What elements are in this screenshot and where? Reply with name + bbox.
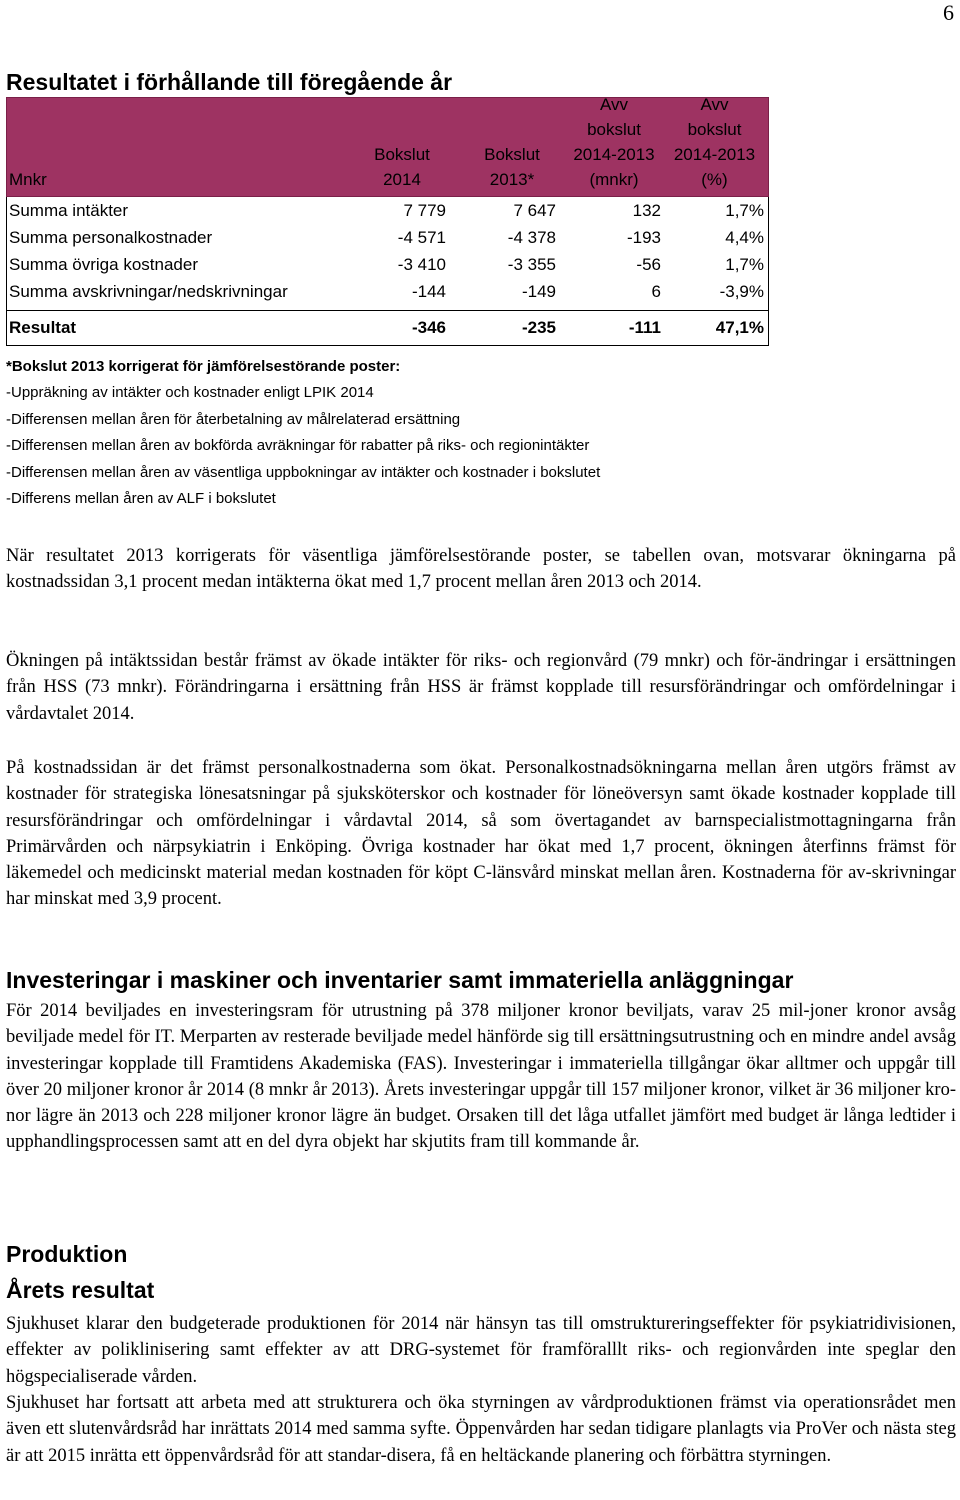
paragraph: På kostnadssidan är det främst personalkostnaderna som ökat. Personalkostnadsökningarna mellan åren utgörs främst av kostnader för strategiska lönesatsningar på sjuksköterskor och kostnader för löneöversyn samt ökade kostnader kopplade till resursförändringar och omfördelningar i vårdavtal 2014, så som övertagandet av barnspecialistmottagningarna från Primärvården och närpsykiatrin i Enköping. Övriga kostnader har ökat med 1,7 procent, ökningen återfinns främst för läkemedel och medicinskt material medan kostnaden för köpt C-länsvård minskat mellan åren. Kostnaderna för av-skrivningar har minskat med 3,9 procent.: [6, 758, 956, 910]
footnote-item: -Uppräkning av intäkter och kostnader enligt LPIK 2014: [6, 384, 374, 401]
table-row-result: Resultat -346 -235 -111 47,1%: [7, 310, 768, 345]
paragraph: Sjukhuset har fortsatt att arbeta med att strukturera och öka styrningen av vårdproduktionen främst via operationsrådet men även ett slutenvårdsråd har inrättats 2014 med samma syfte. Öppenvården har sedan tidigare planlagts via ProVer och nästa steg är att 2015 inrätta ett öppenvårdsråd för att standar-disera, få en heltäckande planering och förbättra styrningen.: [6, 1393, 956, 1466]
footnote-item: -Differensen mellan åren för återbetalning av målrelaterad ersättning: [6, 411, 461, 428]
section-heading-production: Produktion: [6, 1241, 128, 1267]
paragraph: Sjukhuset klarar den budgeterade produktionen för 2014 när hänsyn tas till omstruktureringseffekter för psykiatridivisionen, effekter av poliklinisering samt effekter av att DRG-systemet för framföralllt riks- och regionvården inte speglar den högspecialiserade vården.: [6, 1314, 956, 1387]
header-mnkr: Mnkr: [9, 170, 47, 189]
table-row: Summa övriga kostnader -3 410 -3 355 -56 1,7%: [9, 255, 764, 274]
footnote-item: -Differens mellan åren av ALF i bokslutet: [6, 490, 276, 507]
paragraph: För 2014 beviljades en investeringsram för utrustning på 378 miljoner kronor beviljats, varav 25 mil-joner kronor avsåg beviljade medel för IT. Merparten av resterade beviljade medel hänförde sig till ersättningsutrustning och en mindre andel avsåg investeringar kopplade till Framtidens Akademiska (FAS). Investeringar i immateriella tillgångar ökar alltmer och uppgår till över 20 miljoner kronor år 2014 (8 mnkr år 2013). Årets investeringar uppgår till 157 miljoner kronor, vilket är 36 miljoner kro-nor lägre än 2013 och 228 miljoner kronor lägre än budget. Orsaken till det låga utfallet jämfört med budget är långa ledtider i upphandlingsprocessen samt att en del dyra objekt har skjutits fram till kommande år.: [6, 1001, 957, 1153]
header-bokslut-2013: Bokslut 2013*: [484, 145, 540, 189]
header-bokslut-2014: Bokslut 2014: [374, 145, 430, 189]
table-body: [6, 197, 769, 346]
footnote-title: *Bokslut 2013 korrigerat för jämförelsestörande poster:: [6, 358, 401, 375]
result-table: [6, 97, 769, 346]
paragraph: Ökningen på intäktssidan består främst av ökade intäkter för riks- och regionvård (79 mnkr) och för-ändringar i ersättningen från HSS (73 mnkr). Förändringarna i ersättning från HSS är främst kopplade till resursförändringar och omfördelningar i vårdavtalet 2014.: [6, 651, 956, 724]
paragraph: När resultatet 2013 korrigerats för väsentliga jämförelsestörande poster, se tabellen ovan, motsvarar ökningarna på kostnadssidan 3,1 procent medan intäkterna ökat med 1,7 procent mellan åren 2013 och 2014.: [6, 546, 956, 593]
table-row: Summa avskrivningar/nedskrivningar -144 -149 6 -3,9%: [9, 282, 764, 301]
header-avv-mnkr: Avv bokslut 2014-2013 (mnkr): [573, 95, 655, 189]
section-heading-year-result: Årets resultat: [6, 1277, 155, 1303]
footnote-item: -Differensen mellan åren av bokförda avräkningar för rabatter på riks- och regionintäkter: [6, 437, 590, 454]
section-heading-investments: Investeringar i maskiner och inventarier samt immateriella anläggningar: [6, 967, 794, 993]
page-number: 6: [943, 0, 954, 25]
table-row: Summa personalkostnader -4 571 -4 378 -193 4,4%: [9, 228, 764, 247]
table-row: Summa intäkter 7 779 7 647 132 1,7%: [9, 201, 764, 220]
footnote-item: -Differensen mellan åren av väsentliga uppbokningar av intäkter och kostnader i bokslutet: [6, 464, 601, 481]
section-heading-result: Resultatet i förhållande till föregående år: [6, 69, 453, 95]
header-avv-percent: Avv bokslut 2014-2013 (%): [673, 95, 756, 189]
table-header: [6, 97, 769, 197]
